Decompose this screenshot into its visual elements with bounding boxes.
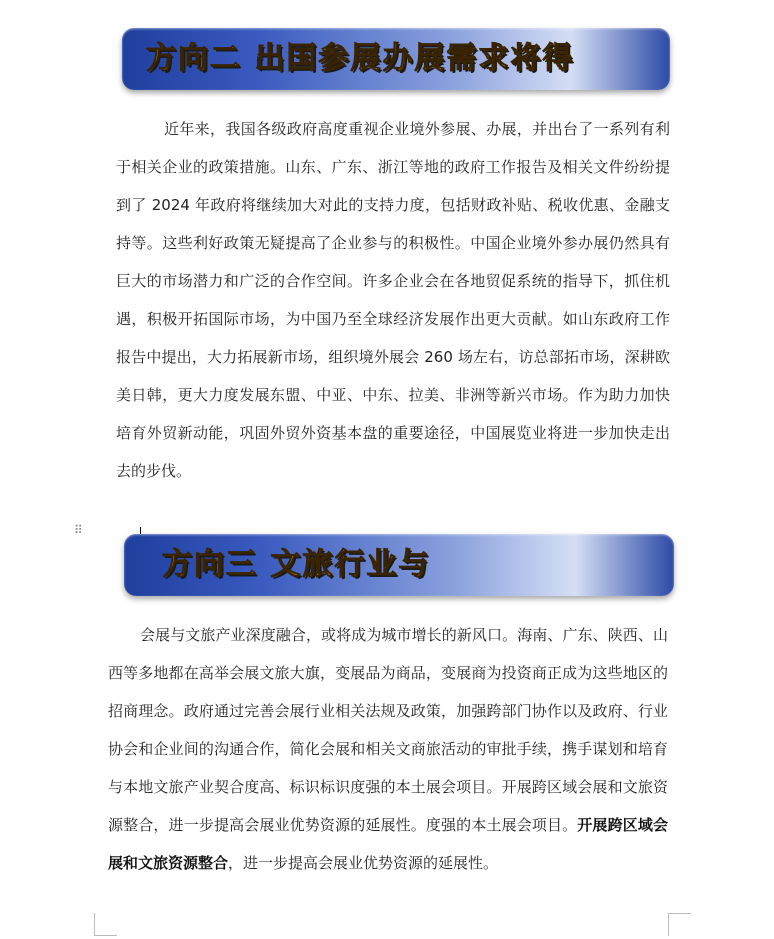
section-heading-banner xyxy=(124,534,674,596)
paragraph-text: 会展与文旅产业深度融合，或将成为城市增长的新风口。海南、广东、陕西、山西等多地都在高举会展文旅大旗，变展品为商品，变展商为投资商正成为这些地区的招商理念。政府通过完善会展行业相关法规及政策，加强跨部门协作以及政府、行业协会和企业间的沟通合作，简化会展和相关文商旅活动的审批手续，携手谋划和培育与本地文旅产业契合度高、标识标识度强的本土展会项目。开展跨区域会展和文旅资源整合，进一步提高会展业优势资源的延展性。度强的本土展会项目。 xyxy=(108,626,668,834)
section-heading-title: 方向二 出国参展办展需求将得 xyxy=(146,41,575,76)
paragraph-text: ，进一步提高会展业优势资源的延展性。 xyxy=(228,854,499,872)
drag-handle-icon[interactable]: ⠿ xyxy=(74,523,84,537)
page-margin-corner-left xyxy=(94,913,117,936)
body-paragraph: 近年来，我国各级政府高度重视企业境外参展、办展，并出台了一系列有利于相关企业的政策措施。山东、广东、浙江等地的政府工作报告及相关文件纷纷提到了 2024 年政府将继续加大对此的支持力度，包括财政补贴、税收优惠、金融支持等。这些利好政策无疑提高了企业参与的积极性。中国企业境外参办展仍然具有巨大的市场潜力和广泛的合作空间。许多企业会在各地贸促系统的指导下，抓住机遇，积极开拓国际市场，为中国乃至全球经济发展作出更大贡献。如山东政府工作报告中提出，大力拓展新市场，组织境外展会 260 场左右，访总部拓市场，深耕欧美日韩，更大力度发展东盟、中亚、中东、拉美、非洲等新兴市场。作为助力加快培育外贸新动能，巩固外贸外资基本盘的重要途径，中国展览业将进一步加快走出去的步伐。 xyxy=(116,120,670,480)
section-heading-title: 方向三 文旅行业与 xyxy=(162,547,431,582)
bold-phrase: 开展跨区域会展和文旅资源整合 xyxy=(108,816,668,872)
page-margin-corner-right xyxy=(668,913,691,936)
section-heading-banner xyxy=(122,28,670,90)
body-paragraph xyxy=(108,616,668,882)
